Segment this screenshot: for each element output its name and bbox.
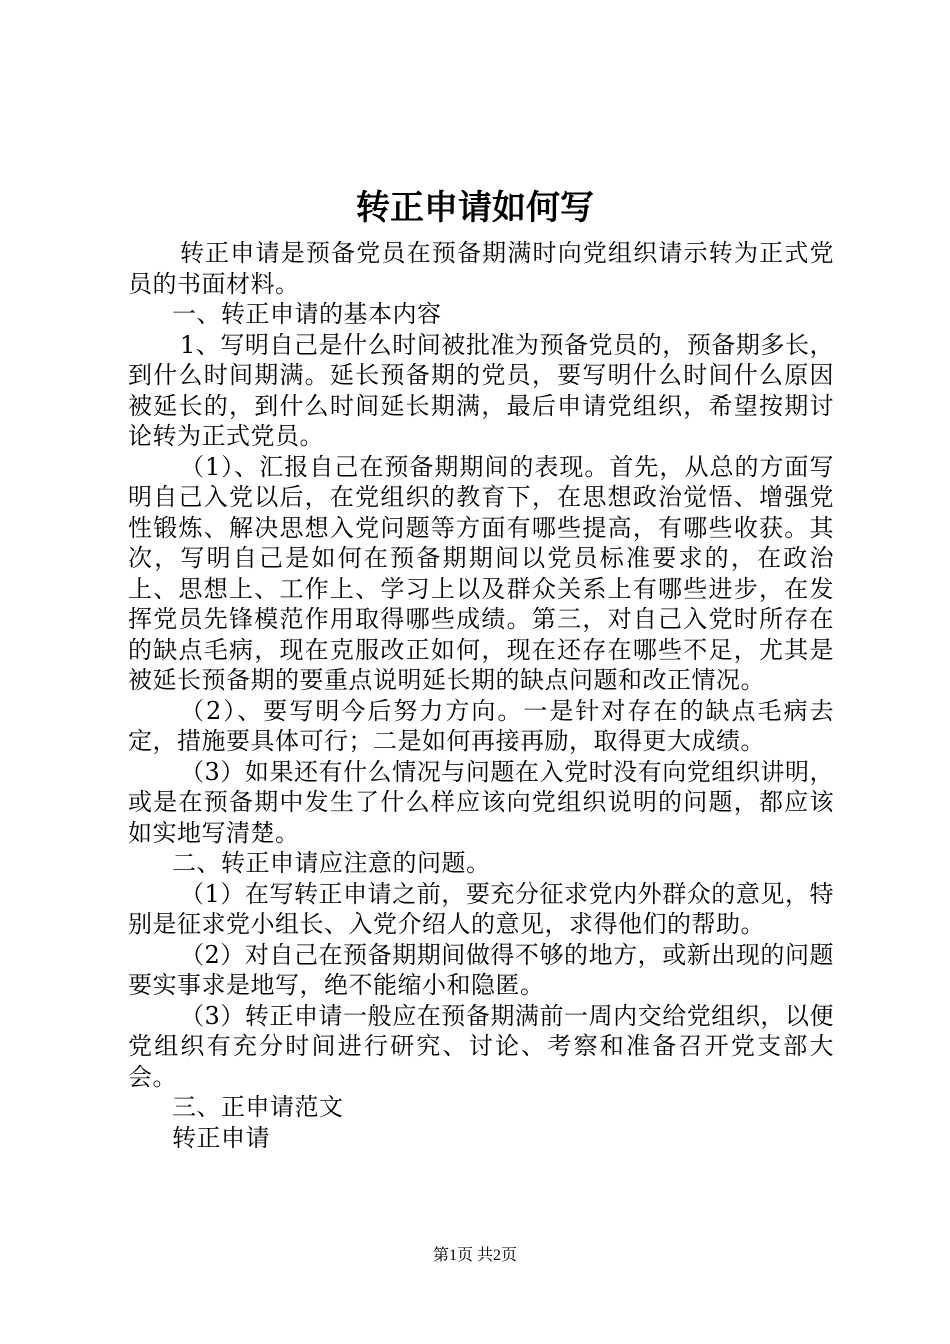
- document-body: [128, 238, 834, 1153]
- paragraph-intro: 转正申请是预备党员在预备期满时向党组织请示转为正式党员的书面材料。: [128, 239, 834, 298]
- paragraph-subitem-3: （3）如果还有什么情况与问题在入党时没有向党组织讲明，或是在预备期中发生了什么样应该向党组织说明的问题，都应该如实地写清楚。: [128, 757, 834, 847]
- section-heading-1: 一、转正申请的基本内容: [172, 300, 442, 328]
- page-footer: 第1页 共2页: [432, 1247, 517, 1264]
- paragraph-item-1: 1、写明自己是什么时间被批准为预备党员的，预备期多长，到什么时间期满。延长预备期的党员，要写明什么时间什么原因被延长的，到什么时间延长期满，最后申请党组织，希望按期讨论转为正式党员。: [128, 330, 834, 450]
- paragraph-note-1: （1）在写转正申请之前，要充分征求党内外群众的意见，特别是征求党小组长、入党介绍人的意见，求得他们的帮助。: [128, 879, 834, 938]
- sample-title: 转正申请: [172, 1123, 270, 1152]
- section-heading-3: 三、正申请范文: [172, 1093, 344, 1121]
- paragraph-subitem-2: （2）、要写明今后努力方向。一是针对存在的缺点毛病去定，措施要具体可行；二是如何再接再励，取得更大成绩。: [128, 696, 834, 755]
- section-heading-2: 二、转正申请应注意的问题。: [172, 849, 491, 877]
- document-title: 转正申请如何写: [356, 188, 594, 228]
- paragraph-subitem-1: （1）、汇报自己在预备期期间的表现。首先，从总的方面写明自己入党以后，在党组织的教育下，在思想政治觉悟、增强党性锻炼、解决思想入党问题等方面有哪些提高，有哪些收获。其次，写明自己是如何在预备期期间以党员标准要求的，在政治上、思想上、工作上、学习上以及群众关系上有哪些进步，在发挥党员先锋模范作用取得哪些成绩。第三，对自己入党时所存在的缺点毛病，现在克服改正如何，现在还存在哪些不足，尤其是被延长预备期的要重点说明延长期的缺点问题和改正情况。: [128, 452, 834, 694]
- paragraph-note-3: （3）转正申请一般应在预备期满前一周内交给党组织，以便党组织有充分时间进行研究、讨论、考察和准备召开党支部大会。: [128, 1001, 834, 1091]
- paragraph-note-2: （2）对自己在预备期期间做得不够的地方，或新出现的问题要实事求是地写，绝不能缩小和隐匿。: [128, 940, 834, 999]
